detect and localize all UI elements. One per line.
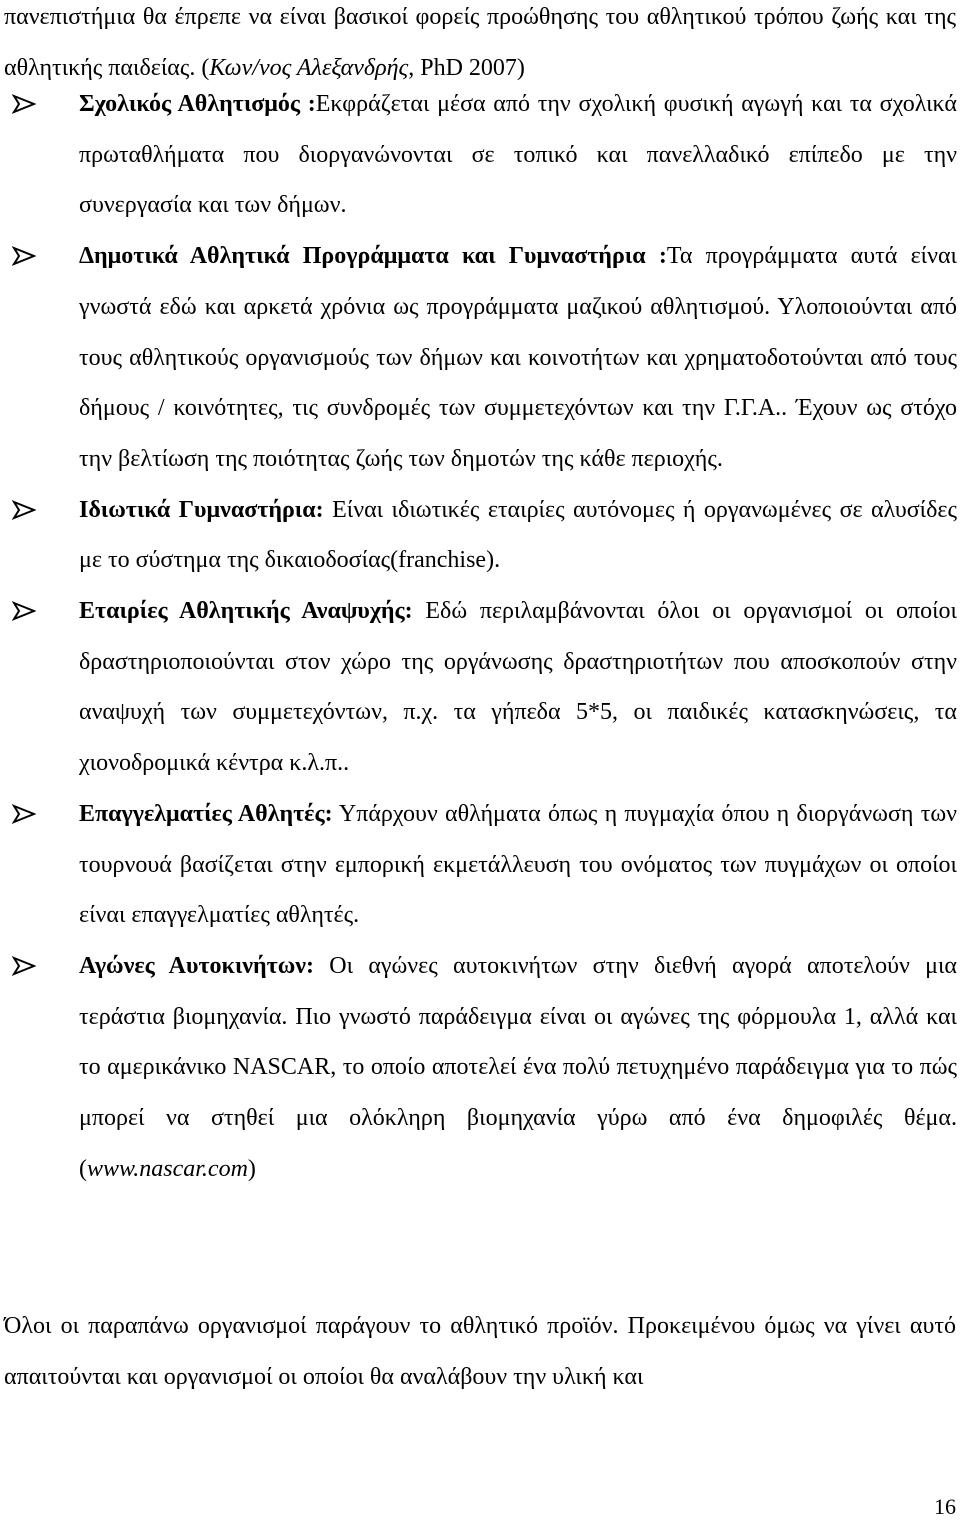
list-item-municipal-programs [0, 231, 957, 485]
list-item-text: Εδώ περιλαμβάνονται όλοι οι οργανισμοί οι οποίοι δραστηριοποιούνται στον χώρο της οργάνωσης δραστηριοτήτων που αποσκοπούν στην αναψυχή των συμμετεχόντων, π.χ. τα γήπεδα 5*5, οι παιδικές κατασκηνώσεις, τα χιονοδρομικά κέντρα κ.λ.π.. [79, 598, 958, 777]
arrowhead-bullet-icon [12, 586, 52, 636]
nascar-link[interactable]: www.nascar.com [87, 1155, 248, 1182]
list-item-term: Εταιρίες Αθλητικής Αναψυχής: [79, 598, 413, 625]
arrowhead-bullet-icon [12, 485, 52, 535]
list-item-text: Υπάρχουν αθλήματα όπως η πυγμαχία όπου η διοργάνωση των τουρνουά βασίζεται στην εμπορική εκμετάλλευση του ονόματος των πυγμάχων οι οποίοι είναι επαγγελματίες αθλητές. [79, 800, 957, 929]
arrowhead-bullet-icon [12, 79, 52, 129]
list-item-text: Είναι ιδιωτικές εταιρίες αυτόνομες ή οργανωμένες σε αλυσίδες με το σύστημα της δικαιοδοσίας(franchise). [79, 496, 957, 574]
list-item-term: Επαγγελματίες Αθλητές: [79, 800, 333, 827]
list-item-term: Δημοτικά Αθλητικά Προγράμματα και Γυμναστήρια : [79, 243, 667, 270]
list-item-term: Αγώνες Αυτοκινήτων: [79, 952, 314, 979]
list-item-school-sports [0, 79, 957, 231]
arrowhead-bullet-icon [12, 789, 52, 839]
list-item-text: Οι αγώνες αυτοκινήτων στην διεθνή αγορά αποτελούν μια τεράστια βιομηχανία. Πιο γνωστό παράδειγμα είναι οι αγώνες της φόρμουλα 1, αλλά και το αμερικάνικο NASCAR, το οποίο αποτελεί ένα πολύ πετυχημένο παράδειγμα για το πώς μπορεί να στηθεί μια ολόκληρη βιομηχανία γύρω από ένα δημοφιλές θέμα.( [79, 952, 958, 1182]
list-item-private-gyms [0, 485, 957, 586]
organization-list [0, 79, 960, 1194]
list-item-recreation-companies [0, 586, 957, 789]
list-item-car-racing [0, 941, 957, 1195]
arrowhead-bullet-icon [12, 941, 52, 991]
list-item-text: Τα προγράμματα αυτά είναι γνωστά εδώ και αρκετά χρόνια ως προγράμματα μαζικού αθλητισμού. Υλοποιούνται από τους αθλητικούς οργανισμούς των δήμων και κοινοτήτων και χρηματοδοτούνται από τους δήμους / κοινότητες, τις συνδρομές των συμμετεχόντων και την Γ.Γ.Α.. Έχουν ως στόχο την βελτίωση της ποιότητας ζωής των δημοτών της κάθε περιοχής. [79, 243, 957, 472]
list-item-professional-athletes [0, 789, 957, 941]
list-item-tail: ) [247, 1155, 256, 1182]
citation-tail: , PhD 2007) [408, 54, 525, 81]
list-item-term: Ιδιωτικά Γυμναστήρια: [79, 496, 324, 523]
list-item-term: Σχολικός Αθλητισμός : [79, 91, 316, 117]
page-number: 16 [934, 1494, 956, 1519]
intro-text: πανεπιστήμια θα έπρεπε να είναι βασικοί φορείς προώθησης του αθλητικού τρόπου ζωής και της αθλητικής παιδείας. ( [4, 4, 956, 81]
closing-paragraph: Όλοι οι παραπάνω οργανισμοί παράγουν το αθλητικό προϊόν. Προκειμένου όμως να γίνει αυτό απαιτούνται και οργανισμοί οι οποίοι θα αναλάβουν την υλική και [4, 1313, 956, 1390]
list-item-text: Εκφράζεται μέσα από την σχολική φυσική αγωγή και τα σχολικά πρωταθλήματα που διοργανώνονται σε τοπικό και πανελλαδικό επίπεδο με την συνεργασία και των δήμων. [79, 91, 957, 219]
citation-author: Κων/νος Αλεξανδρής [209, 54, 409, 81]
arrowhead-bullet-icon [12, 231, 52, 281]
